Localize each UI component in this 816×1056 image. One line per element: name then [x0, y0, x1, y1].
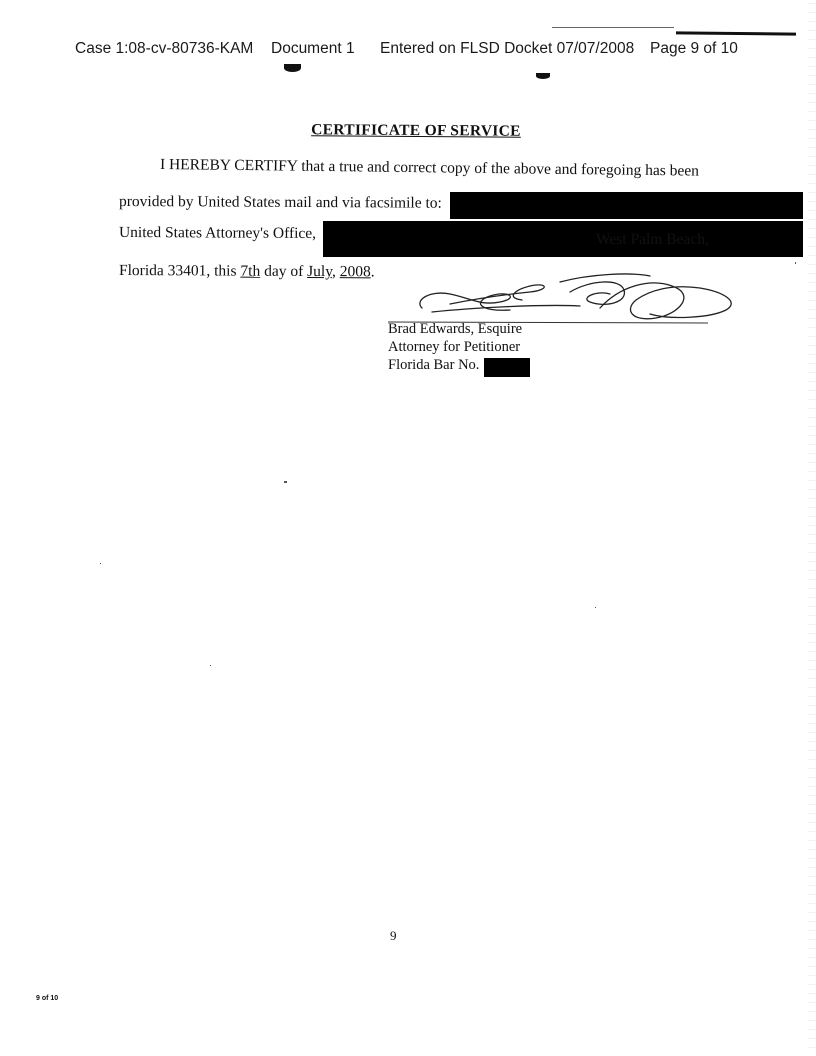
- footer-page-count: 9 of 10: [36, 995, 59, 1002]
- service-period: .: [370, 263, 375, 281]
- service-month: July: [307, 262, 333, 281]
- page-number: 9: [390, 928, 397, 943]
- scan-speck: [100, 563, 101, 564]
- redaction-block: [484, 358, 530, 377]
- scan-speck: [284, 481, 287, 483]
- docket-entry-date: Entered on FLSD Docket 07/07/2008: [380, 40, 635, 57]
- fax-header-line: [676, 31, 796, 35]
- handwritten-signature: [410, 268, 760, 326]
- signer-name: Brad Edwards, Esquire: [388, 321, 523, 337]
- certify-line-3-end: West Palm Beach,: [596, 231, 709, 248]
- service-day: 7th: [240, 262, 261, 280]
- certify-line-1: I HEREBY CERTIFY that a true and correct copy of the above and foregoing has been: [159, 156, 700, 180]
- case-number: Case 1:08-cv-80736-KAM: [75, 40, 254, 57]
- document-number: Document 1: [271, 40, 355, 57]
- scan-edge: [808, 0, 816, 1056]
- scan-speck: [210, 665, 211, 666]
- service-year: 2008: [339, 263, 371, 281]
- signer-role: Attorney for Petitioner: [388, 339, 521, 355]
- scan-speck: [595, 607, 596, 608]
- certify-line-4: [119, 262, 375, 281]
- scan-mark: [284, 64, 301, 72]
- fax-header-line: [552, 27, 674, 28]
- scan-speck: [795, 262, 796, 264]
- certify-line-4-start: Florida 33401, this: [118, 262, 241, 280]
- certify-line-3-start: United States Attorney's Office,: [118, 224, 317, 243]
- redaction-block: [450, 192, 803, 219]
- service-day-of: day of: [260, 262, 308, 280]
- scan-mark: [536, 73, 550, 79]
- service-comma: ,: [331, 263, 340, 281]
- docket-page-count: Page 9 of 10: [650, 40, 738, 57]
- florida-bar-label: Florida Bar No.: [388, 357, 480, 373]
- certify-line-2: provided by United States mail and via facsimile to:: [118, 193, 442, 212]
- redaction-block: [323, 221, 803, 257]
- certificate-title: CERTIFICATE OF SERVICE: [311, 121, 521, 140]
